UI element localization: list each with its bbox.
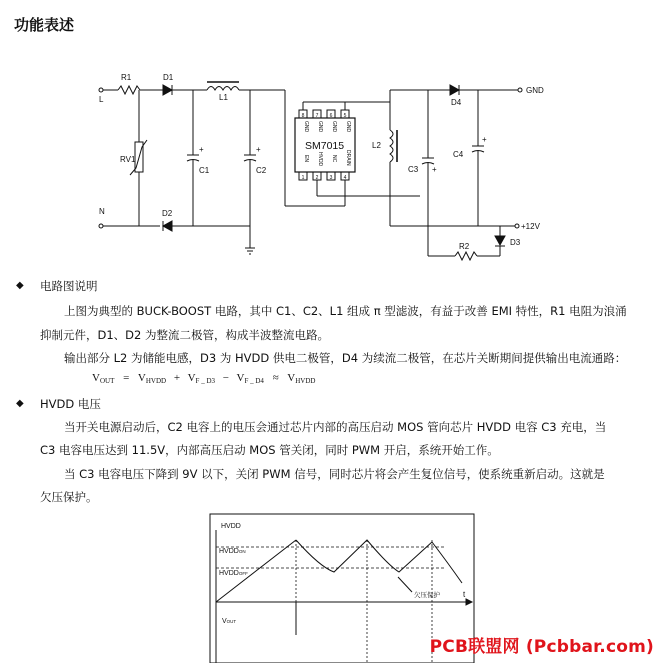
bullet-diamond-icon: ◆ xyxy=(16,280,24,291)
label-c2: C2 xyxy=(256,166,267,175)
label-rv1: RV1 xyxy=(120,155,136,164)
pin-label-drain: DRAIN xyxy=(345,150,351,166)
circuit-schematic xyxy=(0,0,662,270)
pin-label-gnd-6: GND xyxy=(331,121,337,133)
pin-label-hvdd: HVDD xyxy=(317,152,323,167)
watermark: PCB联盟网 (Pcbbar.com) xyxy=(429,637,654,657)
label-c4: C4 xyxy=(453,150,464,159)
label-d1: D1 xyxy=(163,73,174,82)
label-d3: D3 xyxy=(510,238,521,247)
label-n: N xyxy=(99,207,105,216)
paragraph-line: 上图为典型的 BUCK-BOOST 电路，其中 C1、C2、L1 组成 π 型滤波，有益于改善 EMI 特性，R1 电阻为浪涌 xyxy=(64,304,627,318)
pin-label-gnd-8: GND xyxy=(303,121,309,133)
pin-num-8: 8 xyxy=(301,113,305,119)
label-12v: +12V xyxy=(521,222,540,231)
pin-num-5: 5 xyxy=(343,113,347,119)
paragraph-line: 当 C3 电容电压下降到 9V 以下，关闭 PWM 信号，同时芯片将会产生复位信号，使系统重新启动。这就是 xyxy=(64,467,605,481)
pin-num-3: 3 xyxy=(329,175,333,181)
label-c1-plus: + xyxy=(199,145,204,154)
label-c1: C1 xyxy=(199,166,210,175)
label-l1: L1 xyxy=(219,93,228,102)
label-r1: R1 xyxy=(121,73,132,82)
pin-num-1: 1 xyxy=(301,175,305,181)
wave-label-hvdd-off: HVDDOFF xyxy=(219,570,248,577)
paragraph-line: 欠压保护。 xyxy=(40,490,98,504)
pin-label-en: EN xyxy=(303,155,309,162)
section-heading-hvdd: HVDD 电压 xyxy=(40,397,101,411)
pin-num-2: 2 xyxy=(315,175,319,181)
paragraph-line: 当开关电源启动后，C2 电容上的电压会通过芯片内部的高压启动 MOS 管向芯片 HVDD 电容 C3 充电，当 xyxy=(64,420,607,434)
ic-name: SM7015 xyxy=(305,140,345,152)
pin-num-6: 6 xyxy=(329,113,333,119)
paragraph-line: C3 电容电压达到 11.5V，内部高压启动 MOS 管关闭，同时 PWM 开启，系统开始工作。 xyxy=(40,443,499,457)
label-c3: C3 xyxy=(408,165,419,174)
wave-label-uvp: 欠压保护 xyxy=(414,592,440,599)
page-title: 功能表述 xyxy=(14,16,75,34)
formula: $V_{OUT} = V_{HVDD} + V_{F \_ D3} - V_{F \_ D4} \approx V_{HVDD}$ xyxy=(92,372,316,385)
wave-label-t: t xyxy=(463,590,466,599)
pin-num-4: 4 xyxy=(343,175,347,181)
bullet-diamond-icon: ◆ xyxy=(16,398,24,409)
section-heading-circuit: 电路图说明 xyxy=(40,279,98,293)
paragraph-line: 抑制元件，D1、D2 为整流二极管，构成半波整流电路。 xyxy=(40,328,329,342)
label-c3-plus: + xyxy=(432,165,437,174)
label-gnd: GND xyxy=(526,86,544,95)
pin-label-nc: NC xyxy=(331,155,337,163)
pin-label-gnd-5: GND xyxy=(345,121,351,133)
paragraph-line: 输出部分 L2 为储能电感，D3 为 HVDD 供电二极管，D4 为续流二极管，在芯片关断期间提供输出电流通路： xyxy=(64,351,627,365)
label-c2-plus: + xyxy=(256,145,261,154)
wave-label-hvdd-on: HVDDON xyxy=(219,548,246,555)
label-d4: D4 xyxy=(451,98,462,107)
label-d2: D2 xyxy=(162,209,173,218)
label-l: L xyxy=(99,95,104,104)
wave-label-vout: VOUT xyxy=(222,618,237,625)
pin-num-7: 7 xyxy=(315,113,319,119)
label-r2: R2 xyxy=(459,242,470,251)
wave-label-hvdd: HVDD xyxy=(221,523,241,530)
label-l2: L2 xyxy=(372,141,381,150)
label-c4-plus: + xyxy=(482,135,487,144)
pin-label-gnd-7: GND xyxy=(317,121,323,133)
